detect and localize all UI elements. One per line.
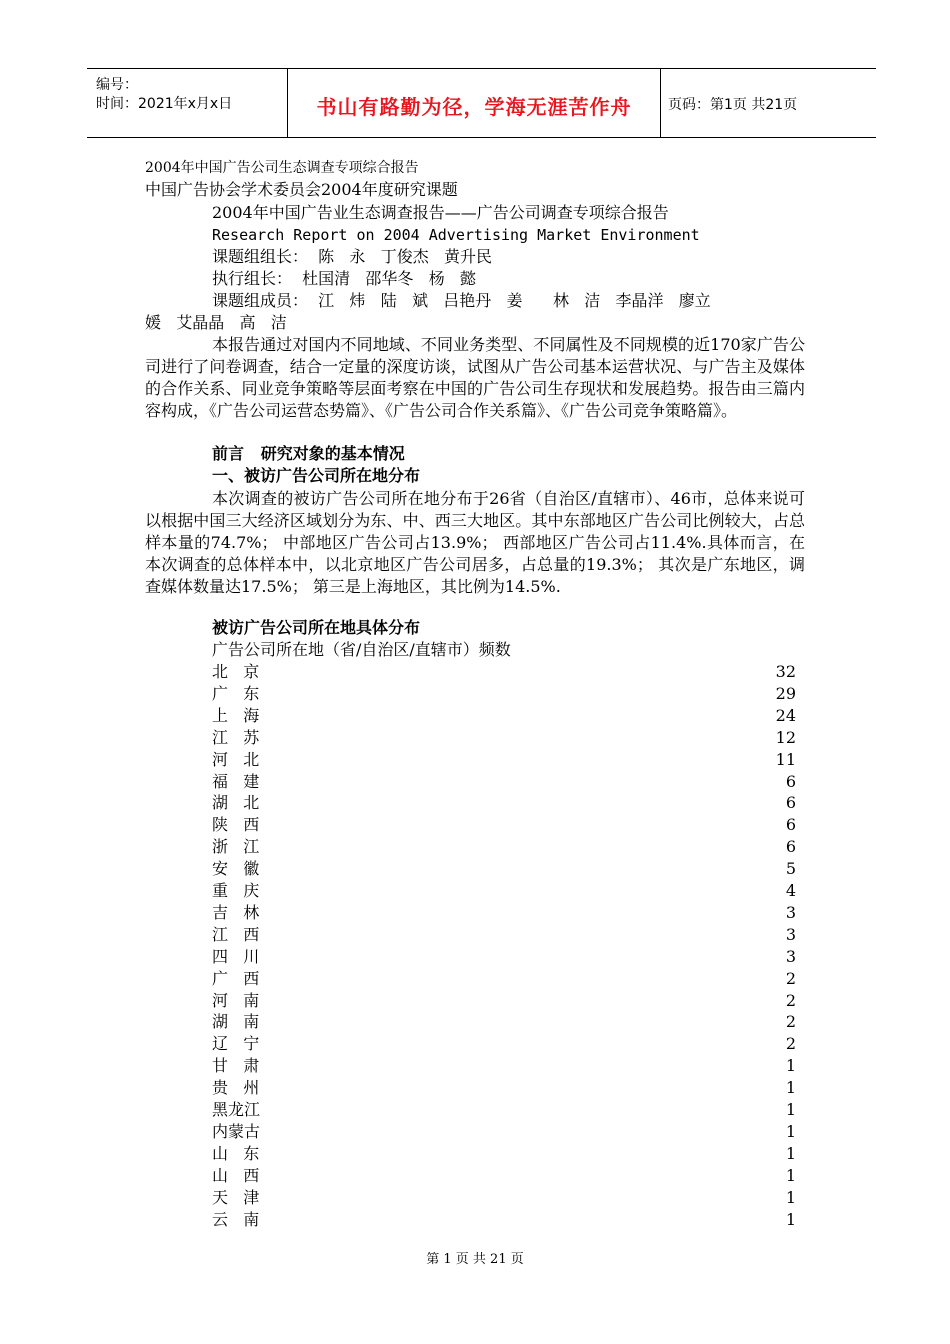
frequency-value: 1: [785, 1078, 796, 1098]
header-meta: [87, 69, 287, 137]
province-name: 湖 南: [212, 1012, 260, 1032]
frequency-value: 6: [785, 837, 796, 857]
frequency-value: 4: [785, 881, 796, 900]
frequency-value: 1: [785, 1209, 796, 1229]
table-row: [212, 858, 796, 880]
table-row: [212, 1121, 796, 1143]
date-label: 时间：2021年x月x日: [96, 96, 233, 112]
table-header: 广告公司所在地（省/自治区/直辖市）频数: [212, 640, 511, 659]
province-name: 北 京: [212, 662, 260, 681]
exec-leaders: 执行组长： 杜国清 邵华冬 杨 懿: [212, 269, 476, 288]
table-row: [212, 792, 796, 814]
frequency-value: 2: [785, 990, 796, 1010]
table-row: [212, 1165, 796, 1187]
frequency-value: 1: [785, 1143, 796, 1163]
province-name: 吉 林: [212, 902, 260, 922]
province-name: 江 西: [212, 924, 260, 944]
section-1-heading: 一、被访广告公司所在地分布: [212, 466, 421, 485]
frequency-value: 3: [785, 902, 796, 922]
page-header: [87, 68, 876, 138]
frequency-value: 2: [785, 1034, 796, 1054]
province-name: 上 海: [212, 705, 260, 725]
page-footer: 第 1 页 共 21 页: [426, 1252, 524, 1267]
table-row: [212, 683, 796, 705]
frequency-value: 32: [775, 662, 796, 681]
table-title: 被访广告公司所在地具体分布: [212, 618, 421, 637]
province-name: 福 建: [212, 771, 260, 791]
province-name: 河 南: [212, 990, 260, 1010]
group-leaders: 课题组组长： 陈 永 丁俊杰 黄升民: [212, 247, 492, 266]
frequency-value: 3: [785, 924, 796, 944]
table-row: [212, 1099, 796, 1121]
table-row: [212, 1033, 796, 1055]
header-page-cell: [660, 69, 876, 137]
province-name: 广 东: [212, 683, 260, 703]
table-row: [212, 1187, 796, 1209]
frequency-value: 1: [785, 1187, 796, 1207]
frequency-value: 2: [785, 1012, 796, 1032]
page-info: 页码：第1页 共21页: [668, 97, 798, 113]
report-title-cn: 2004年中国广告业生态调查报告——广告公司调查专项综合报告: [212, 203, 669, 222]
table-row: [212, 771, 796, 793]
province-name: 天 津: [212, 1187, 260, 1207]
motto: 书山有路勤为径，学海无涯苦作舟: [316, 95, 632, 119]
table-row: [212, 1055, 796, 1077]
province-name: 黑龙江: [212, 1100, 261, 1119]
table-row: [212, 1209, 796, 1231]
table-row: [212, 705, 796, 727]
province-name: 湖 北: [212, 793, 260, 813]
table-row: [212, 1011, 796, 1033]
table-row: [212, 880, 796, 902]
members-line-2: 媛 艾晶晶 高 洁: [145, 313, 287, 332]
frequency-value: 6: [785, 793, 796, 813]
frequency-value: 11: [775, 749, 796, 769]
frequency-value: 1: [785, 1100, 796, 1119]
table-row: [212, 836, 796, 858]
table-row: [212, 946, 796, 968]
province-name: 浙 江: [212, 837, 260, 857]
province-name: 安 徽: [212, 859, 260, 879]
province-name: 云 南: [212, 1209, 260, 1229]
province-name: 江 苏: [212, 727, 260, 747]
code-label: 编号：: [96, 77, 138, 93]
doc-subtitle: 中国广告协会学术委员会2004年度研究课题: [145, 180, 458, 199]
frequency-value: 3: [785, 946, 796, 966]
table-row: [212, 814, 796, 836]
frequency-value: 2: [785, 968, 796, 988]
province-name: 甘 肃: [212, 1056, 260, 1076]
frequency-value: 24: [775, 705, 796, 725]
province-name: 内蒙古: [212, 1121, 261, 1141]
frequency-value: 6: [785, 771, 796, 791]
frequency-value: 1: [785, 1056, 796, 1076]
frequency-value: 1: [785, 1165, 796, 1185]
table-row: [212, 924, 796, 946]
table-row: [212, 727, 796, 749]
section-preface-heading: 前言 研究对象的基本情况: [212, 444, 405, 463]
province-name: 辽 宁: [212, 1034, 260, 1054]
frequency-value: 1: [785, 1121, 796, 1141]
province-name: 陕 西: [212, 815, 260, 835]
table-row: [212, 968, 796, 990]
province-name: 山 东: [212, 1143, 260, 1163]
frequency-value: 12: [775, 727, 796, 747]
table-row: [212, 990, 796, 1012]
table-row: [212, 661, 796, 683]
table-row: [212, 1143, 796, 1165]
table-row: [212, 902, 796, 924]
frequency-value: 5: [785, 859, 796, 879]
doc-small-title: 2004年中国广告公司生态调查专项综合报告: [145, 160, 419, 176]
province-name: 四 川: [212, 946, 260, 966]
province-name: 广 西: [212, 968, 260, 988]
section-1-paragraph: 本次调查的被访广告公司所在地分布于26省（自治区/直辖市）、46市，总体来说可以根据中国三大经济区域划分为东、中、西三大地区。其中东部地区广告公司比例较大，占总样本量的74.7%； 中部地区广告公司占13.9%； 西部地区广告公司占11.4%.具体而言，在本次调查的总体样本中，以北京地区广告公司居多，占总量的19.3%； 其次是广东地区，调查媒体数量达17.5%； 第三是上海地区，其比例为14.5%.: [145, 489, 805, 596]
province-name: 重 庆: [212, 881, 260, 900]
table-row: [212, 749, 796, 771]
frequency-value: 29: [775, 683, 796, 703]
province-name: 贵 州: [212, 1078, 260, 1098]
province-name: 河 北: [212, 749, 260, 769]
intro-paragraph: 本报告通过对国内不同地域、不同业务类型、不同属性及不同规模的近170家广告公司进行了问卷调查，结合一定量的深度访谈，试图从广告公司基本运营状况、与广告主及媒体的合作关系、同业竞争策略等层面考察在中国的广告公司生存现状和发展趋势。报告由三篇内容构成，《广告公司运营态势篇》、《广告公司合作关系篇》、《广告公司竞争策略篇》。: [145, 335, 805, 420]
province-name: 山 西: [212, 1165, 260, 1185]
table-row: [212, 1077, 796, 1099]
report-title-en: Research Report on 2004 Advertising Market Environment: [212, 226, 700, 244]
header-motto-cell: [287, 69, 661, 137]
members-line-1: 课题组成员： 江 炜 陆 斌 吕艳丹 姜 林 洁 李晶洋 廖立: [212, 291, 711, 310]
frequency-value: 6: [785, 815, 796, 835]
